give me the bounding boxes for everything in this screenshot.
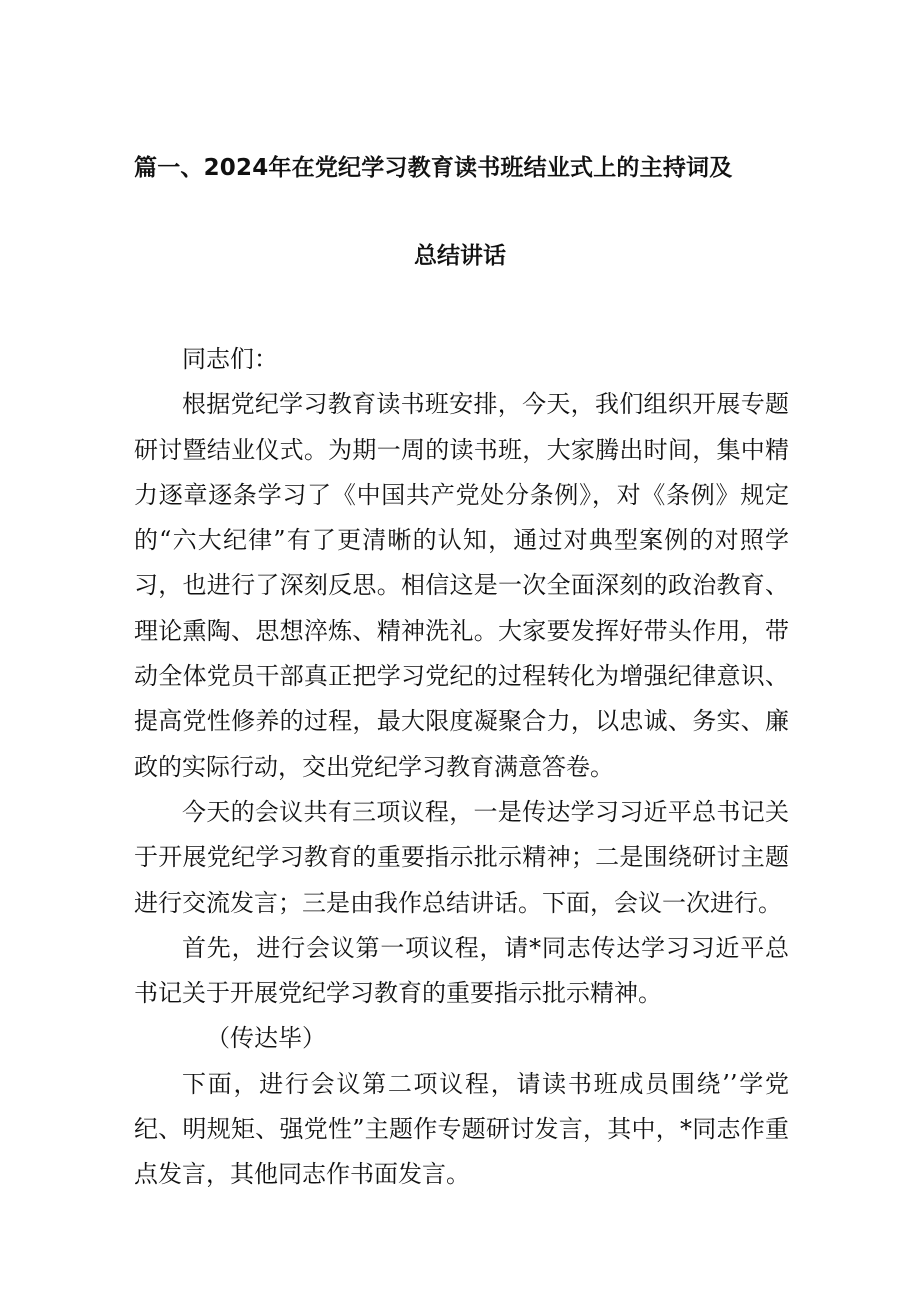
paragraph: 今天的会议共有三项议程，一是传达学习习近平总书记关于开展党纪学习教育的重要指示批示精神；二是围绕研讨主题进行交流发言；三是由我作总结讲话。下面，会议一次进行。 [134,797,789,917]
salutation: 同志们： [182,345,278,373]
paragraph: 根据党纪学习教育读书班安排，今天，我们组织开展专题研讨暨结业仪式。为期一周的读书班，大家腾出时间，集中精力逐章逐条学习了《中国共产党处分条例》，对《条例》规定的“六大纪律”有了更清晰的认知，通过对典型案例的对照学习，也进行了深刻反思。相信这是一次全面深刻的政治教育、理论熏陶、思想淬炼、精神洗礼。大家要发挥好带头作用，带动全体党员干部真正把学习党纪的过程转化为增强纪律意识、提高党性修养的过程，最大限度凝聚合力，以忠诚、务实、廉政的实际行动，交出党纪学习教育满意答卷。 [134,390,789,781]
paragraph: 首先，进行会议第一项议程，请*同志传达学习习近平总书记关于开展党纪学习教育的重要指示批示精神。 [134,933,789,1008]
paragraph-note: （传达毕） [206,1024,326,1053]
document-title-continued: 总结讲话 [414,243,506,269]
document-title: 篇一、2024年在党纪学习教育读书班结业式上的主持词及 [134,155,733,181]
paragraph: 下面，进行会议第二项议程，请读书班成员围绕’’学党纪、明规矩、强党性”主题作专题研讨发言，其中，*同志作重点发言，其他同志作书面发言。 [134,1069,789,1189]
document-body [134,337,789,1198]
